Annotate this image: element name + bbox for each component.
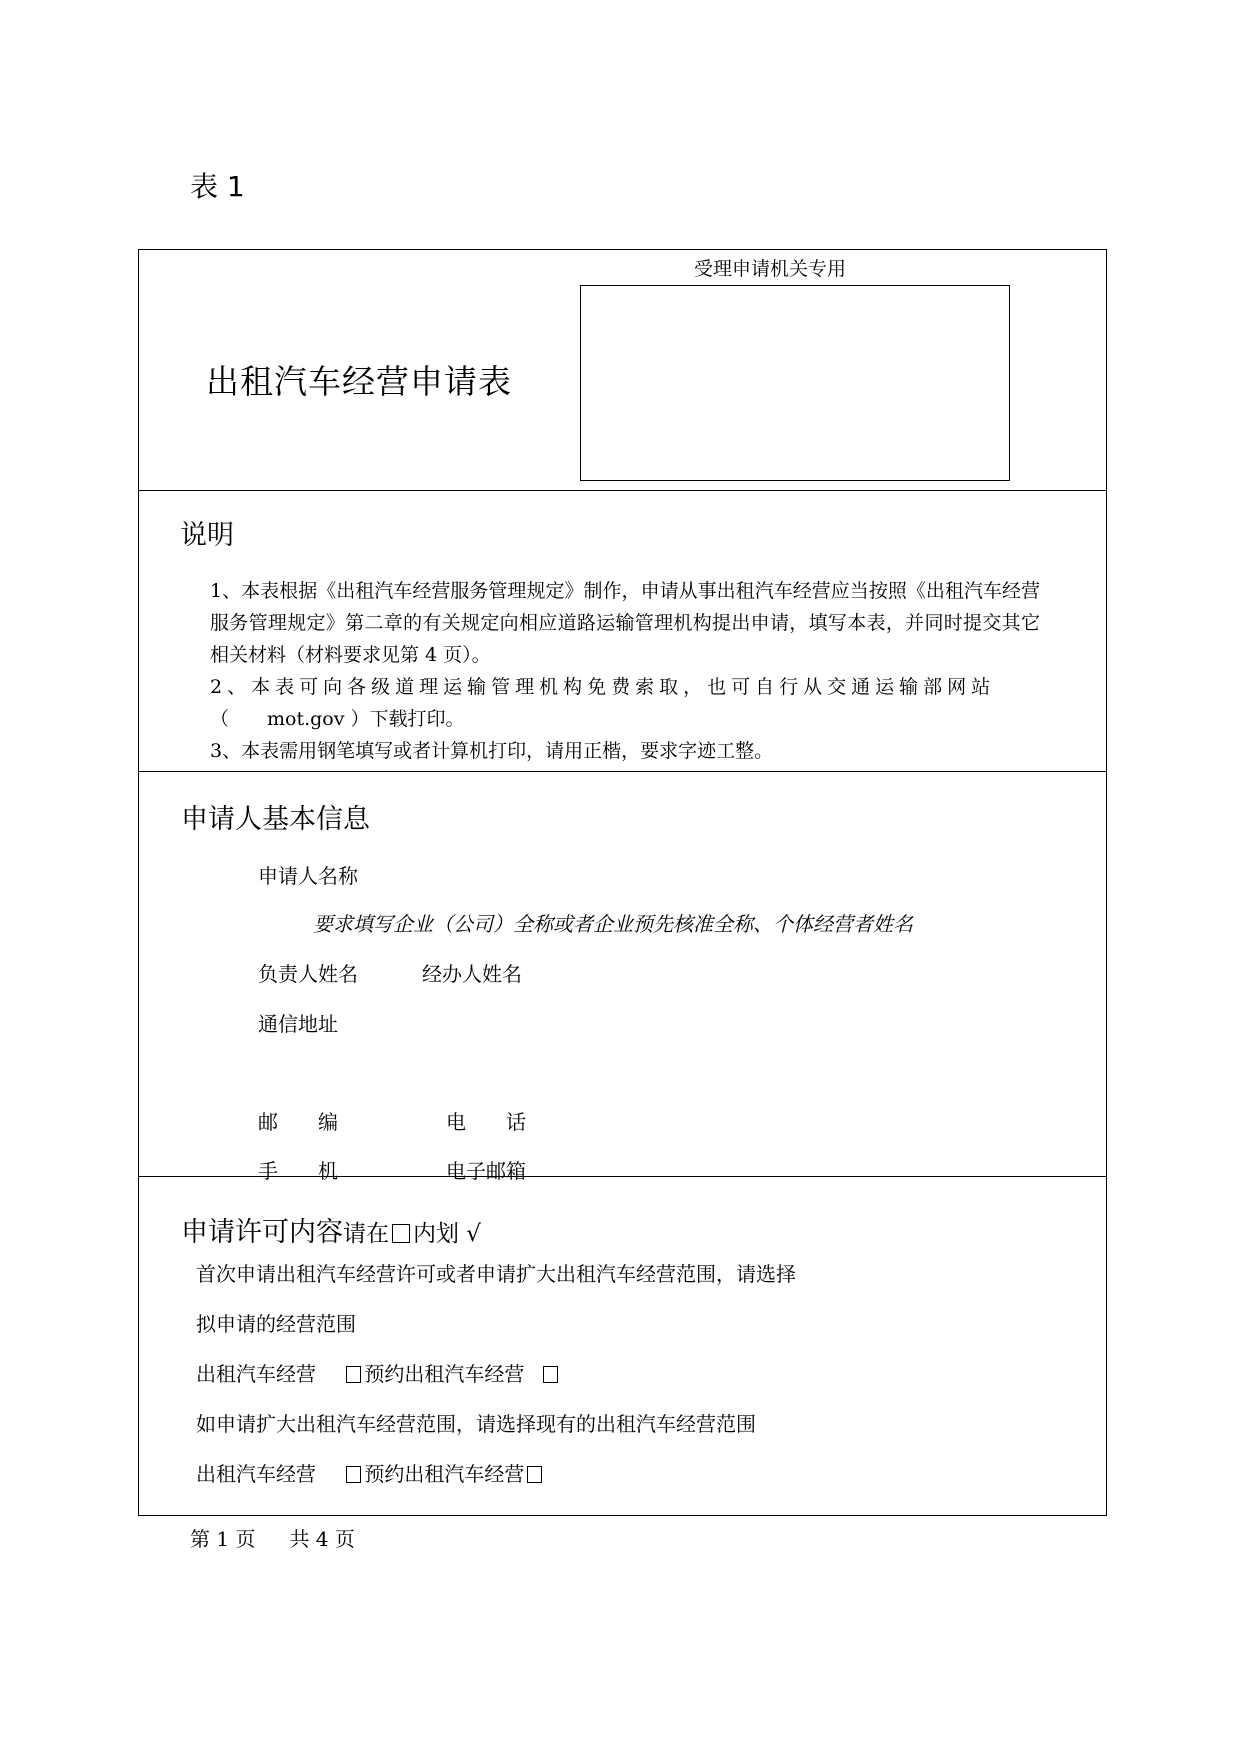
office-use-box — [580, 285, 1010, 481]
mailing-address-label: 通信地址 — [258, 1012, 338, 1036]
handler-name-label: 经办人姓名 — [422, 962, 522, 986]
permit-instruction-2: 拟申请的经营范围 — [196, 1312, 356, 1336]
email-label: 电子邮箱 — [446, 1159, 526, 1183]
instructions-heading: 说明 — [180, 520, 234, 551]
responsible-person-label: 负责人姓名 — [258, 962, 358, 986]
instruction-item-1: 1、本表根据《出租汽车经营服务管理规定》制作，申请从事出租汽车经营应当按照《出租汽车经营服务管理规定》第二章的有关规定向相应道路运输管理机构提出申请，填写本表，并同时提交其它相关材料（材料要求见第 4 页）。 — [210, 580, 1040, 666]
postal-code-label: 邮 编 — [258, 1110, 338, 1134]
page-current: 第 1 页 — [190, 1527, 256, 1551]
existing-scope-options — [196, 1458, 545, 1487]
option-taxi-label: 出租汽车经营 — [196, 1462, 316, 1486]
option-taxi-label: 出租汽车经营 — [196, 1362, 316, 1386]
instruction-item-2-continued: （ mot.gov ）下载打印。 — [210, 708, 465, 730]
table-number-label: 表 1 — [190, 170, 245, 203]
permit-content-heading — [181, 1210, 481, 1249]
permit-instruction-1: 首次申请出租汽车经营许可或者申请扩大出租汽车经营范围，请选择 — [196, 1262, 796, 1286]
permit-heading-text: 申请许可内容 — [181, 1217, 343, 1248]
checkbox-icon — [392, 1224, 410, 1243]
instruction-item-3: 3、本表需用钢笔填写或者计算机打印，请用正楷，要求字迹工整。 — [210, 740, 774, 762]
telephone-label: 电 话 — [446, 1110, 526, 1134]
section-divider — [138, 490, 1107, 491]
permit-heading-note-post: 内划 √ — [413, 1221, 481, 1247]
applicant-name-hint: 要求填写企业（公司）全称或者企业预先核准全称、个体经营者姓名 — [313, 912, 913, 936]
proposed-scope-options — [196, 1358, 561, 1387]
option-reserved-label: 预约出租汽车经营 — [364, 1462, 525, 1486]
page-total: 共 4 页 — [289, 1527, 355, 1551]
office-use-label: 受理申请机关专用 — [694, 258, 847, 280]
permit-instruction-3: 如申请扩大出租汽车经营范围，请选择现有的出租汽车经营范围 — [196, 1412, 756, 1436]
taxi-checkbox[interactable] — [346, 1366, 361, 1383]
page-footer — [190, 1523, 389, 1552]
mobile-label: 手 机 — [258, 1159, 338, 1183]
option-reserved-label: 预约出租汽车经营 — [364, 1362, 525, 1386]
permit-heading-note-pre: 请在 — [343, 1221, 389, 1247]
instruction-item-2: 2、本表可向各级道理运输管理机构免费索取，也可自行从交通运输部网站 — [210, 676, 996, 698]
applicant-name-label: 申请人名称 — [258, 864, 358, 888]
existing-taxi-checkbox[interactable] — [346, 1466, 361, 1483]
existing-reserved-taxi-checkbox[interactable] — [527, 1466, 542, 1483]
reserved-taxi-checkbox[interactable] — [543, 1366, 558, 1383]
form-title: 出租汽车经营申请表 — [206, 362, 512, 401]
section-divider — [138, 771, 1107, 772]
applicant-info-heading: 申请人基本信息 — [181, 804, 370, 835]
